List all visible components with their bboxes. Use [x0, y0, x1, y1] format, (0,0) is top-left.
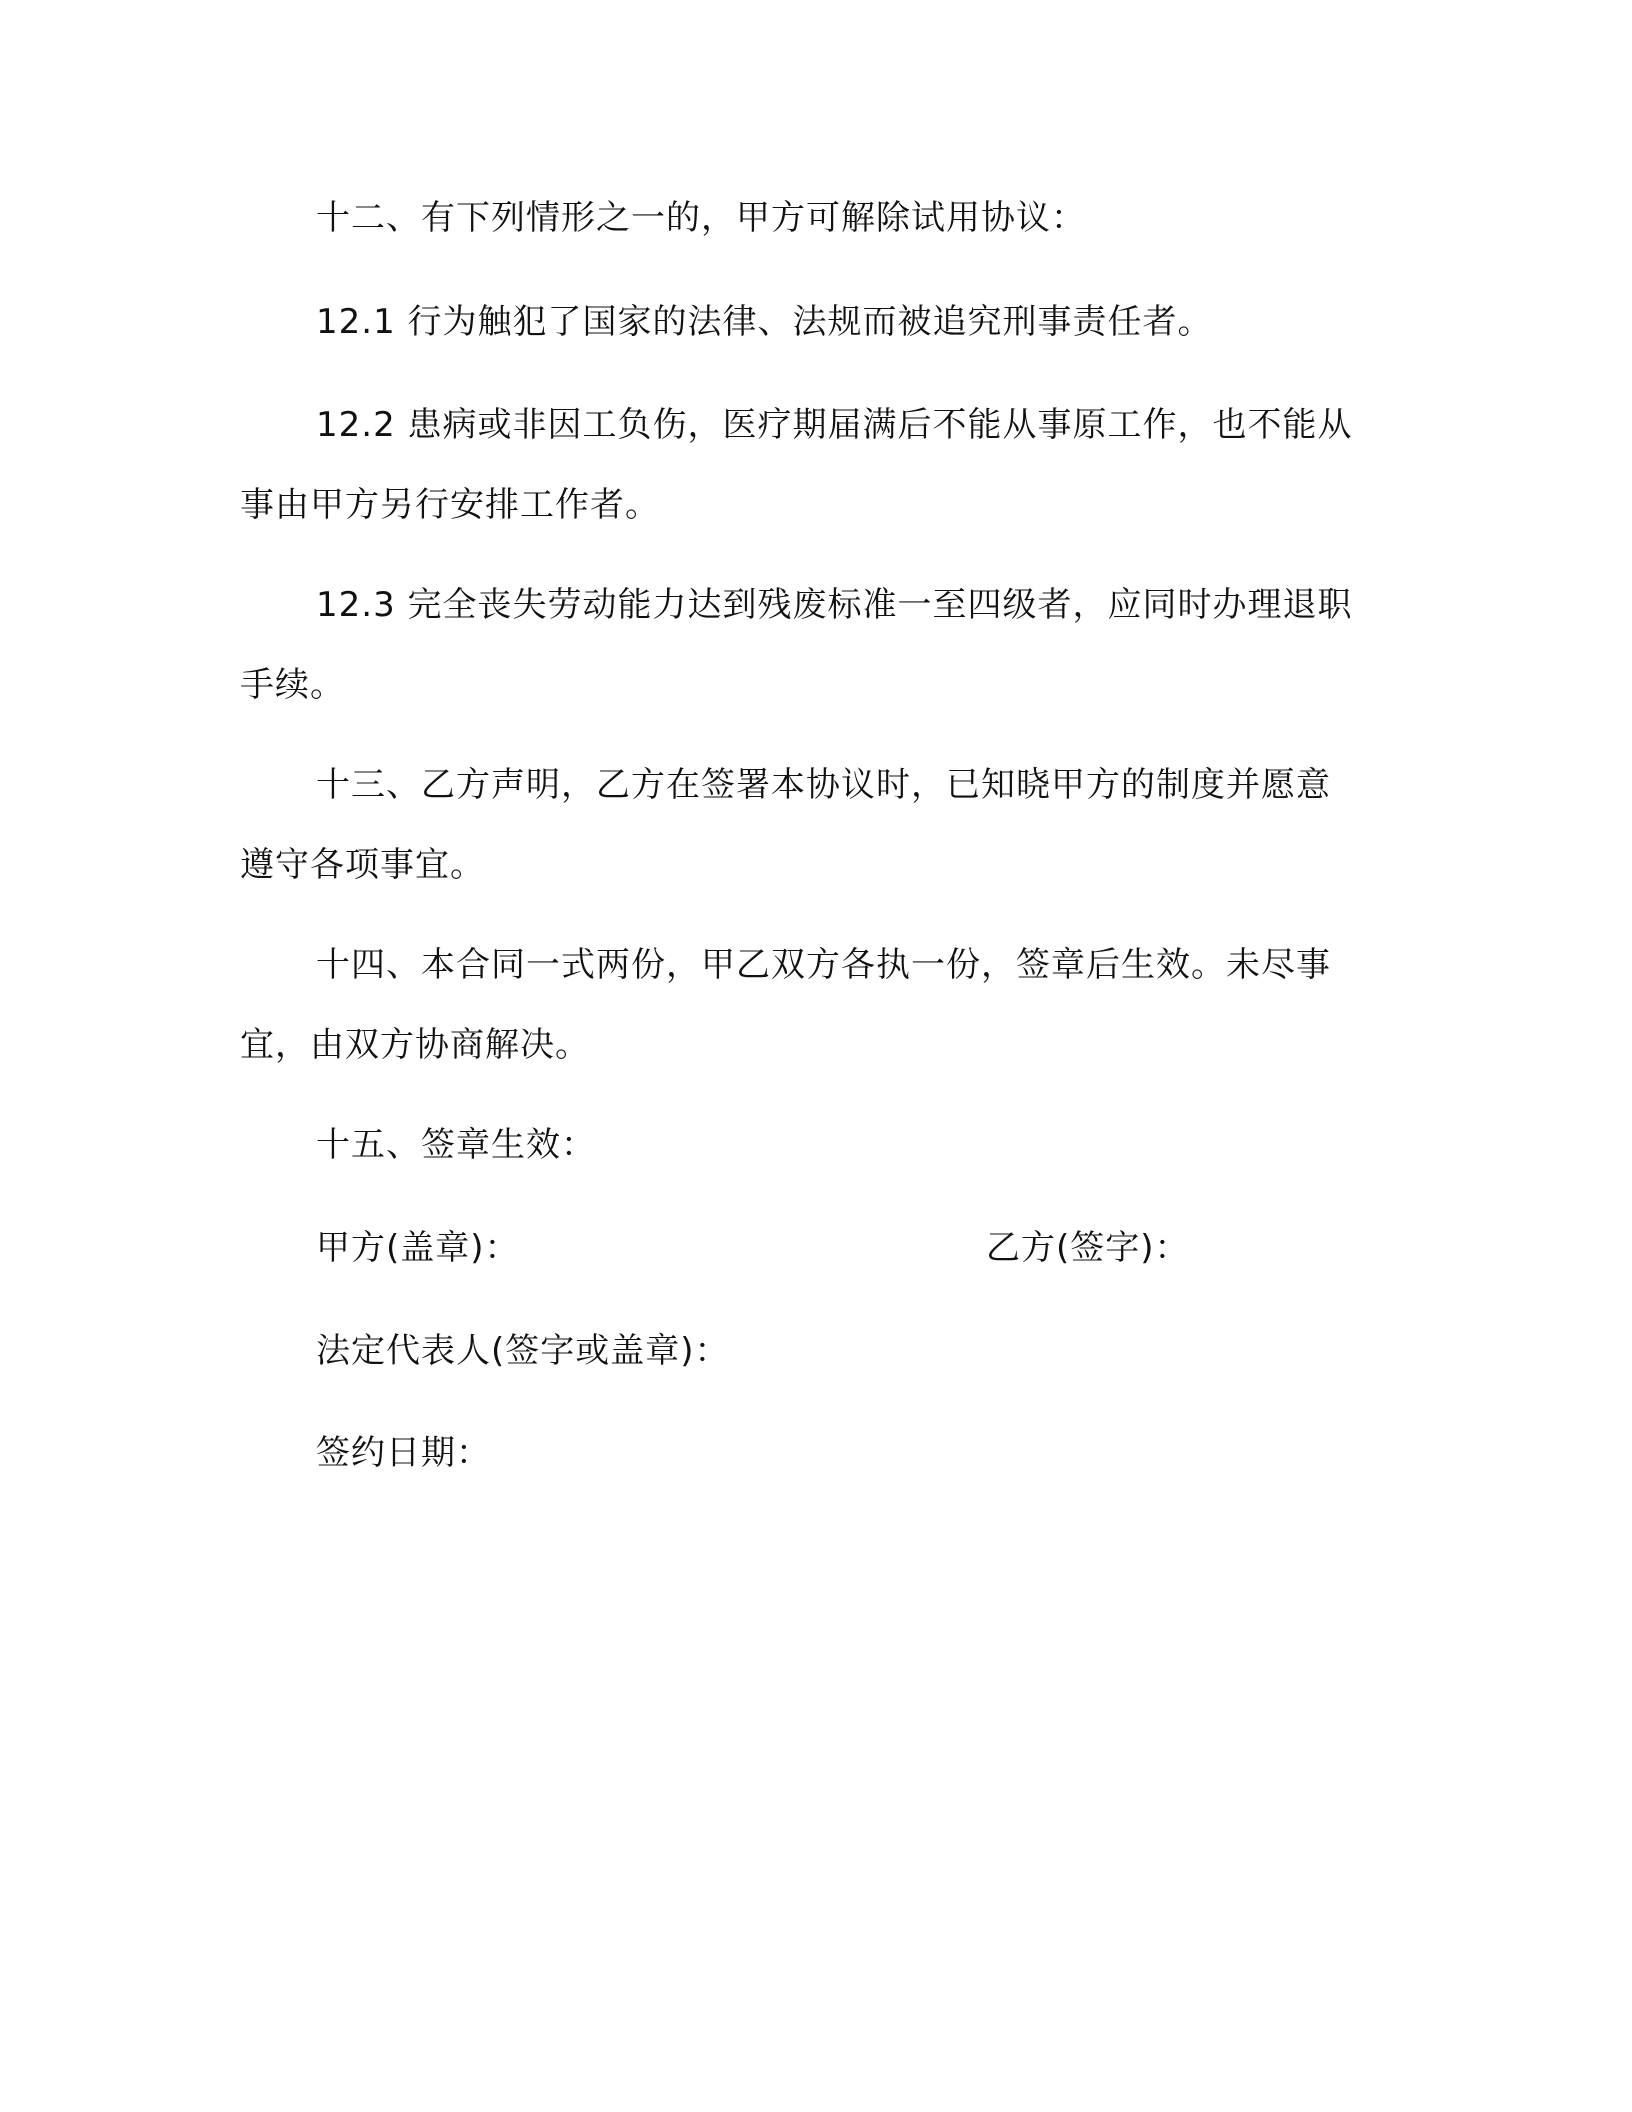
party-a-seal-label: 甲方(盖章)： [316, 1228, 520, 1268]
legal-representative-label: 法定代表人(签字或盖章)： [316, 1331, 730, 1371]
clause-12-3: 12.3 完全丧失劳动能力达到残废标准一至四级者，应同时办理退职手续。 [240, 585, 1353, 705]
clause-12-1: 12.1 行为触犯了国家的法律、法规而被追究刑事责任者。 [316, 302, 1213, 342]
clause-13: 十三、乙方声明，乙方在签署本协议时，已知晓甲方的制度并愿意遵守各项事宜。 [240, 765, 1331, 885]
clause-12-2: 12.2 患病或非因工负伤，医疗期届满后不能从事原工作，也不能从事由甲方另行安排工作者。 [240, 405, 1353, 525]
party-b-signature-label: 乙方(签字)： [986, 1228, 1190, 1268]
clause-15-heading: 十五、签章生效： [316, 1125, 596, 1165]
clause-14: 十四、本合同一式两份，甲乙双方各执一份，签章后生效。未尽事宜，由双方协商解决。 [240, 945, 1331, 1065]
clause-12-heading: 十二、有下列情形之一的，甲方可解除试用协议： [316, 198, 1086, 238]
sign-date-label: 签约日期： [316, 1433, 491, 1473]
